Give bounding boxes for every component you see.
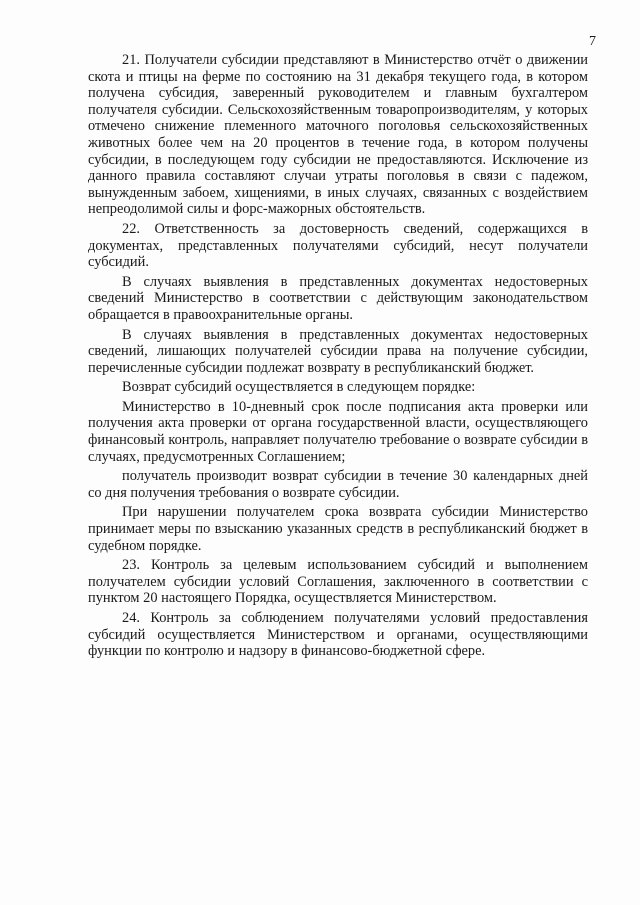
- paragraph-recipient-refund: получатель производит возврат субсидии в течение 30 календарных дней со дня получения требования о возврате субсидии.: [88, 468, 588, 501]
- paragraph-24: 24. Контроль за соблюдением получателями условий предоставления субсидий осуществляется Министерством и органами, осуществляющими функции по контролю и надзору в финансово-бюджетной сфере.: [88, 610, 588, 660]
- paragraph-court-recovery: При нарушении получателем срока возврата субсидии Министерство принимает меры по взысканию указанных средств в республиканский бюджет в судебном порядке.: [88, 504, 588, 554]
- paragraph-23: 23. Контроль за целевым использованием субсидий и выполнением получателем субсидии условий Соглашения, заключенного в соответствии с пунктом 20 настоящего Порядка, осуществляется Министерством.: [88, 557, 588, 607]
- document-body: [88, 52, 588, 660]
- paragraph-refund-procedure: Возврат субсидий осуществляется в следующем порядке:: [122, 379, 476, 396]
- page-number: 7: [589, 34, 596, 49]
- paragraph-22: 22. Ответственность за достоверность сведений, содержащихся в документах, представленных получателями субсидий, несут получатели субсидий.: [88, 220, 588, 271]
- paragraph-ministry-demand: Министерство в 10-дневный срок после подписания акта проверки или получения акта проверки от органа государственной власти, осуществляющего финансовый контроль, направляет получателю требование о возврате субсидии в случаях, предусмотренных Соглашением;: [88, 398, 588, 465]
- paragraph-false-info-refund: В случаях выявления в представленных документах недостоверных сведений, лишающих получателей субсидии права на получение субсидии, перечисленные субсидии подлежат возврату в республиканский бюджет.: [88, 326, 588, 376]
- paragraph-false-info-law-enforcement: В случаях выявления в представленных документах недостоверных сведений Министерство в соответствии с действующим законодательством обращается в правоохранительные органы.: [88, 273, 588, 323]
- paragraph-21: 21. Получатели субсидии представляют в Министерство отчёт о движении скота и птицы на ферме по состоянию на 31 декабря текущего года, в котором получена субсидия, заверенный руководителем и главным бухгалтером получателя субсидии. Сельскохозяйственным товаропроизводителям, у которых отмечено снижение племенного маточного поголовья сельскохозяйственных животных более чем на 20 процентов в течение года, в котором получены субсидии, в последующем году субсидии не предоставляются. Исключение из данного правила составляют случаи утраты поголовья в связи с падежом, вынужденным забоем, хищениями, в иных случаях, связанных с воздействием непреодолимой силы и форс-мажорных обстоятельств.: [88, 52, 588, 218]
